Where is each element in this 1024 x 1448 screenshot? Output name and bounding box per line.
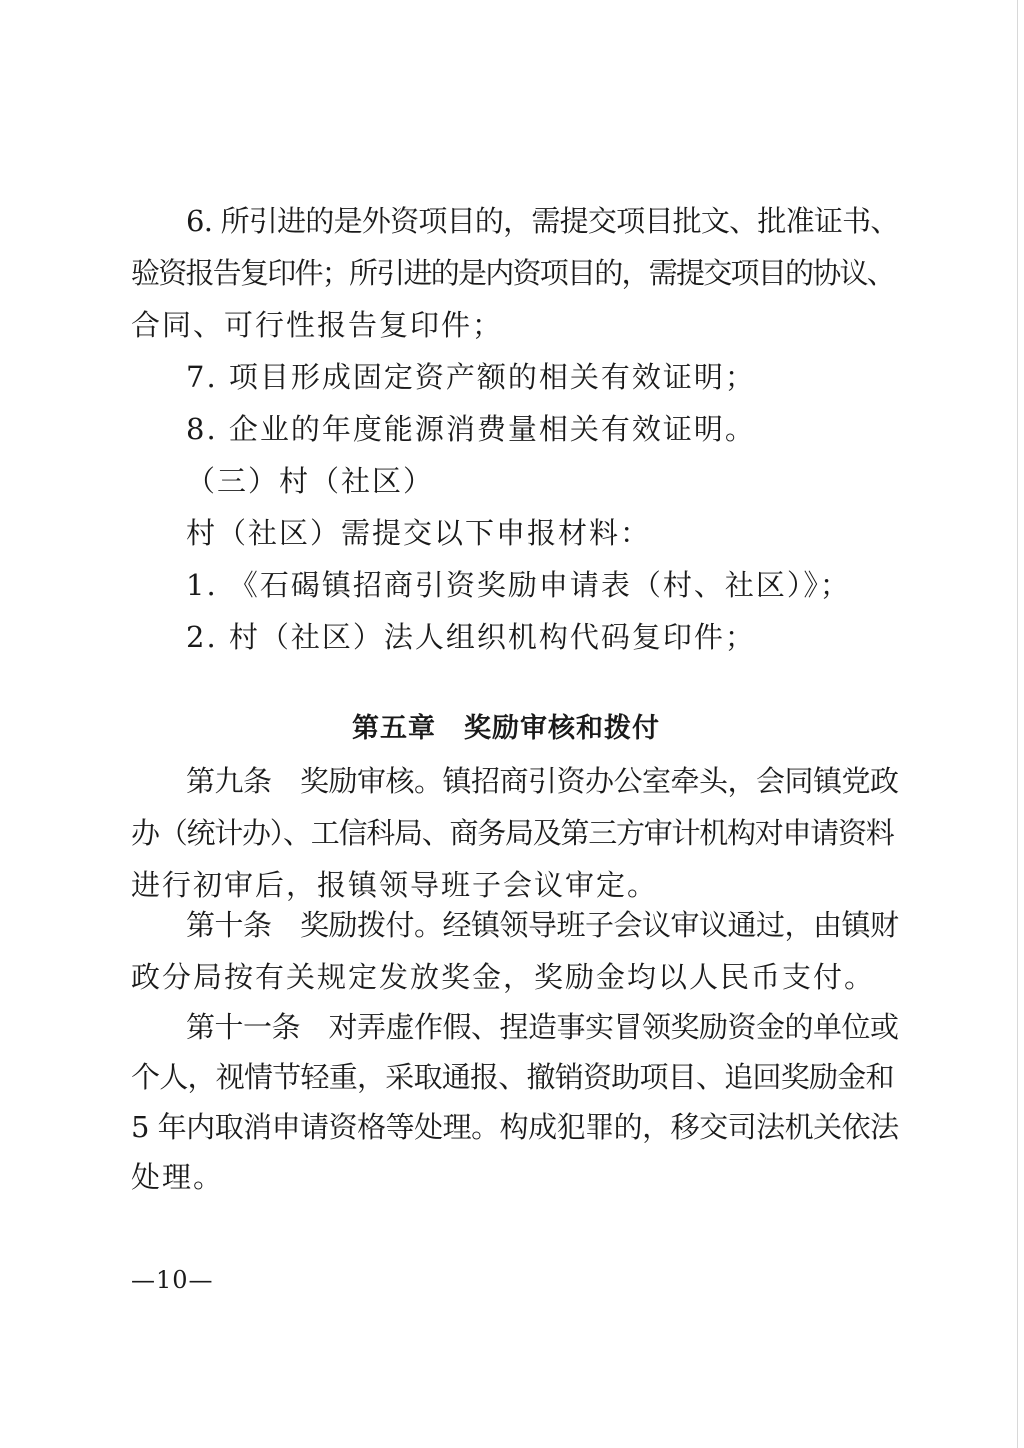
- section-village-intro: 村（社区）需提交以下申报材料：: [186, 516, 652, 550]
- article-11-line-2: 个人，视情节轻重，采取通报、撤销资助项目、追回奖励金和: [131, 1060, 894, 1094]
- item-6-line-2: 验资报告复印件；所引进的是内资项目的，需提交项目的协议、: [131, 256, 895, 290]
- item-7: 7. 项目形成固定资产额的相关有效证明；: [186, 360, 756, 394]
- article-11-line-4: 处理。: [131, 1160, 225, 1194]
- village-item-2: 2. 村（社区）法人组织机构代码复印件；: [186, 620, 756, 654]
- article-9-line-2: 办（统计办）、工信科局、商务局及第三方审计机构对申请资料: [131, 816, 894, 850]
- section-village-heading: （三）村（社区）: [186, 464, 435, 498]
- article-9-line-1: 第九条 奖励审核。镇招商引资办公室牵头，会同镇党政: [186, 764, 899, 798]
- page-edge-line: [1017, 0, 1018, 1448]
- village-item-1: 1. 《石碣镇招商引资奖励申请表（村、社区）》；: [186, 568, 851, 602]
- article-11-line-3: 5 年内取消申请资格等处理。构成犯罪的，移交司法机关依法: [131, 1110, 899, 1144]
- item-6-line-1: 6. 所引进的是外资项目的，需提交项目批文、批准证书、: [186, 204, 899, 238]
- article-10-line-2: 政分局按有关规定发放奖金，奖励金均以人民币支付。: [131, 960, 876, 994]
- article-9-line-3: 进行初审后，报镇领导班子会议审定。: [131, 868, 659, 902]
- item-8: 8. 企业的年度能源消费量相关有效证明。: [186, 412, 756, 446]
- article-11-line-1: 第十一条 对弄虚作假、捏造事实冒领奖励资金的单位或: [186, 1010, 899, 1044]
- chapter-5-title: 第五章 奖励审核和拨付: [352, 713, 660, 744]
- item-6-line-3: 合同、可行性报告复印件；: [131, 308, 504, 342]
- article-10-line-1: 第十条 奖励拨付。经镇领导班子会议审议通过，由镇财: [186, 908, 899, 942]
- page-number: —10—: [131, 1266, 214, 1294]
